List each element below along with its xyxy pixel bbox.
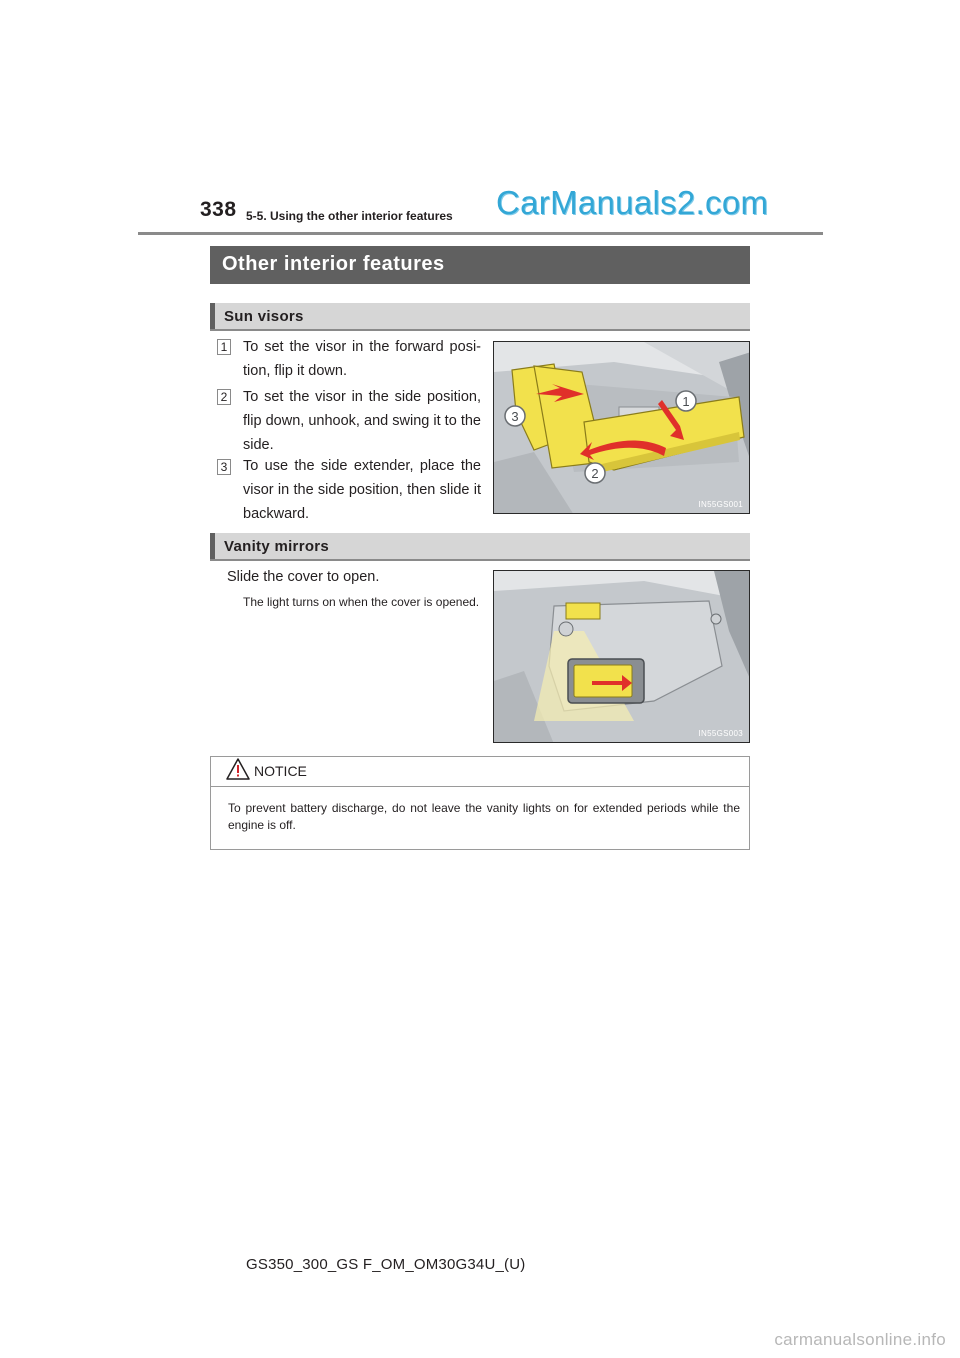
- figure-code: IN55GS003: [698, 729, 743, 738]
- footer-watermark: carmanualsonline.info: [774, 1330, 946, 1349]
- step-number-3: 3: [217, 459, 231, 475]
- vanity-mirrors-heading: Vanity mirrors: [224, 538, 330, 555]
- section-path: 5-5. Using the other interior features: [246, 209, 453, 223]
- document-code: GS350_300_GS F_OM_OM30G34U_(U): [246, 1256, 526, 1273]
- callout-1: 1: [682, 394, 690, 409]
- callout-3: 3: [511, 409, 519, 424]
- vanity-light-note: The light turns on when the cover is opened.: [243, 595, 480, 609]
- notice-divider: [210, 786, 750, 787]
- heading-accent: [210, 303, 215, 329]
- notice-title: NOTICE: [254, 763, 307, 779]
- sun-visors-heading-bar: [210, 303, 750, 331]
- heading-accent: [210, 533, 215, 559]
- vanity-mirror-illustration: [493, 570, 750, 743]
- watermark: CarManuals2.com: [496, 184, 769, 221]
- page-number: 338: [200, 198, 237, 221]
- step-number-2: 2: [217, 389, 231, 405]
- step-number-1: 1: [217, 339, 231, 355]
- sun-visor-illustration: [493, 341, 750, 514]
- step-text-1: To set the visor in the forward posi-tion, flip it down.: [243, 339, 481, 379]
- notice-text: To prevent battery discharge, do not leave the vanity lights on for extended periods while the engine is off.: [228, 801, 740, 832]
- vanity-instruction: Slide the cover to open.: [227, 569, 380, 585]
- figure-code: IN55GS001: [698, 500, 743, 509]
- vanity-mirrors-heading-bar: [210, 533, 750, 561]
- header-rule: [138, 232, 823, 235]
- step-text-3: To use the side extender, place the visor in the side position, then slide it backward.: [243, 458, 481, 522]
- section-title: Other interior features: [222, 253, 445, 275]
- step-text-2: To set the visor in the side position, flip down, unhook, and swing it to the side.: [243, 389, 481, 453]
- warning-triangle-icon: [226, 758, 250, 780]
- callout-2: 2: [591, 466, 599, 481]
- sun-visors-heading: Sun visors: [224, 308, 304, 325]
